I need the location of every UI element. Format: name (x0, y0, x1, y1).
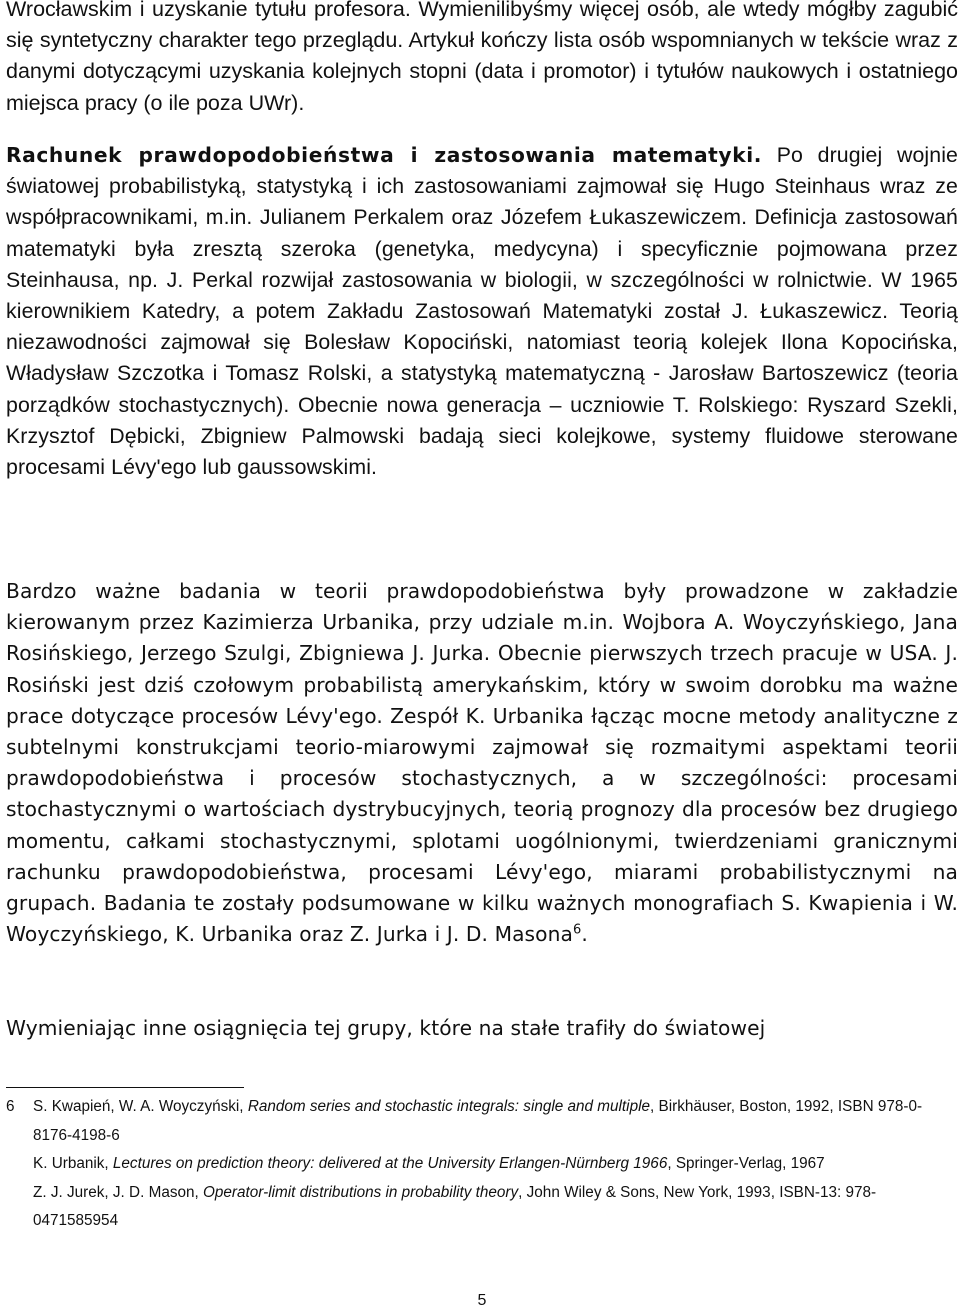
footnote-title: Random series and stochastic integrals: single and multiple (247, 1098, 650, 1115)
intro-paragraph (6, 0, 958, 119)
achievements-paragraph (6, 1013, 958, 1044)
section-lead-text: Po drugiej wojnie światowej probabilistyką, statystyką i ich zastosowaniami zajmował się Hugo Steinhaus wraz ze współpracownikami, m.in. Julianem Perkalem oraz Józefem Łukaszewiczem. Definicja zastosowań matematyki była zresztą szeroka (genetyka, medycyna) i specyficznie pojmowana przez Steinhausa, np. J. Perkal rozwijał zastosowania w biologii, w szczególności w rolnictwie. W 1965 kierownikiem Katedry, a potem Zakładu Zastosowań Matematyki został J. Łukaszewicz. Teorią niezawodności zajmował się Bolesław Kopociński, natomiast teorią kolejek Ilona Kopocińska, Władysław Szczotka i Tomasz Rolski, a statystyką matematyczną - Jarosław Bartoszewicz (teoria porządków stochastycznych). Obecnie nowa generacja – uczniowie T. Rolskiego: Ryszard Szekli, Krzysztof Dębicki, Zbigniew Palmowski badają sieci kolejkowe, systemy fluidowe sterowane procesami Lévy'ego lub gaussowskimi. (6, 143, 958, 480)
urbanik-section-tail: . (581, 922, 588, 947)
footnote-entry (33, 1093, 958, 1150)
footnote-number: 6 (6, 1098, 15, 1115)
achievements-text: Wymieniając inne osiągnięcia tej grupy, które na stałe trafiły do światowej (6, 1016, 766, 1040)
footnote-reference[interactable]: 6 (573, 922, 582, 938)
document-page (6, 0, 958, 1315)
footnote-authors: S. Kwapień, W. A. Woyczyński, (33, 1098, 248, 1115)
footnote-authors: Z. J. Jurek, J. D. Mason, (33, 1183, 204, 1201)
urbanik-section-paragraph (6, 576, 958, 950)
footnotes (6, 1093, 958, 1236)
intro-paragraph-text: Wrocławskim i uzyskanie tytułu profesora. Wymienilibyśmy więcej osób, ale wtedy mógłby zagubić się syntetyczny charakter tego przeglądu. Artykuł kończy lista osób wspomnianych w tekście wraz z danymi dotyczącymi uzyskania kolejnych stopni (data i promotor) i tytułów naukowych i ostatniego miejsca pracy (o ile poza UWr). (6, 0, 958, 115)
page-number: 5 (477, 1292, 487, 1309)
footnote-entry (33, 1179, 958, 1236)
footnote-body (33, 1093, 958, 1236)
footnote-authors: K. Urbanik, (33, 1155, 113, 1172)
footnote-entry (33, 1150, 958, 1179)
footnote-title: Lectures on prediction theory: delivered at the University Erlangen-Nürnberg 1966 (112, 1155, 668, 1172)
section-heading: Rachunek prawdopodobieństwa i zastosowania matematyki. (6, 143, 763, 167)
footnote (6, 1093, 958, 1236)
footnote-details: , Springer-Verlag, 1967 (667, 1155, 825, 1172)
urbanik-section-text: Bardzo ważne badania w teorii prawdopodobieństwa były prowadzone w zakładzie kierowanym przez Kazimierza Urbanika, przy udziale m.in. Wojbora A. Woyczyńskiego, Jana Rosińskiego, Jerzego Szulgi, Zbigniewa J. Jurka. Obecnie pierwszych trzech pracuje w USA. J. Rosiński jest dziś czołowym probabilistą amerykańskim, który w swoim dorobku ma ważne prace dotyczące procesów Lévy'ego. Zespół K. Urbanika łącząc mocne metody analityczne z subtelnymi konstrukcjami teorio-miarowymi zajmował się rozmaitymi aspektami teorii prawdopodobieństwa i procesów stochastycznych, a w szczególności: procesami stochastycznymi o wartościach dystrybucyjnych, teorią prognozy dla procesów bez drugiego momentu, całkami stochastycznymi, splotami uogólnionymi, twierdzeniami granicznymi rachunku prawdopodobieństwa, procesami Lévy'ego, miarami probabilistycznymi na grupach. Badania te zostały podsumowane w kilku ważnych monografiach S. Kwapienia i W. Woyczyńskiego, K. Urbanika oraz Z. Jurka i J. D. Masona (6, 579, 958, 947)
footnote-title: Operator-limit distributions in probability theory (203, 1183, 519, 1201)
footnote-separator (6, 1087, 244, 1088)
footnote-details: , Birkhäuser, Boston, 1992, ISBN 978-0-8176-4198-6 (33, 1098, 923, 1144)
probability-section-paragraph (6, 140, 958, 483)
footnote-details: , John Wiley & Sons, New York, 1993, ISBN-13: 978-0471585954 (33, 1183, 877, 1229)
